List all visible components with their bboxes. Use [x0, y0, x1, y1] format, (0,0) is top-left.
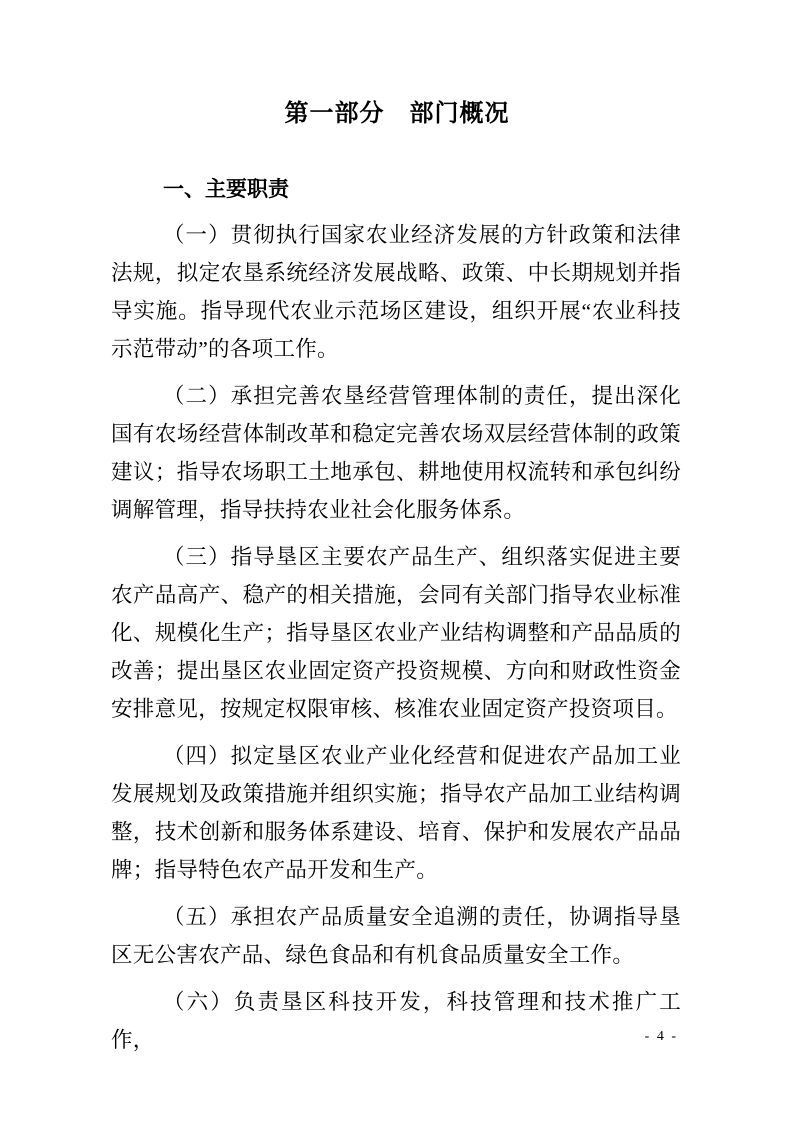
- document-title: 第一部分 部门概况: [284, 100, 510, 127]
- paragraph-1: （一）贯彻执行国家农业经济发展的方针政策和法律法规，拟定农垦系统经济发展战略、政策、中长期规划并指导实施。指导现代农业示范场区建设，组织开展“农业科技示范带动”的各项工作。: [111, 223, 681, 361]
- paragraph-6: （六）负责垦区科技开发，科技管理和技术推广工作，: [111, 990, 681, 1052]
- paragraph-5: （五）承担农产品质量安全追溯的责任，协调指导垦区无公害农产品、绿色食品和有机食品质量安全工作。: [111, 905, 681, 967]
- paragraph-2: （二）承担完善农垦经营管理体制的责任，提出深化国有农场经营体制改革和稳定完善农场双层经营体制的政策建议；指导农场职工土地承包、耕地使用权流转和承包纠纷调解管理，指导扶持农业社会化服务体系。: [111, 384, 681, 522]
- section-heading: 一、主要职责: [163, 178, 289, 201]
- document-body: [111, 176, 681, 1068]
- page-number: - 4 -: [644, 1029, 678, 1044]
- paragraph-4: （四）拟定垦区农业产业化经营和促进农产品加工业发展规划及政策措施并组织实施；指导农产品加工业结构调整，技术创新和服务体系建设、培育、保护和发展农产品品牌；指导特色农产品开发和生产。: [111, 744, 681, 882]
- paragraph-3: （三）指导垦区主要农产品生产、组织落实促进主要农产品高产、稳产的相关措施，会同有关部门指导农业标准化、规模化生产；指导垦区农业产业结构调整和产品品质的改善；提出垦区农业固定资产投资规模、方向和财政性资金安排意见，按规定权限审核、核准农业固定资产投资项目。: [111, 545, 681, 721]
